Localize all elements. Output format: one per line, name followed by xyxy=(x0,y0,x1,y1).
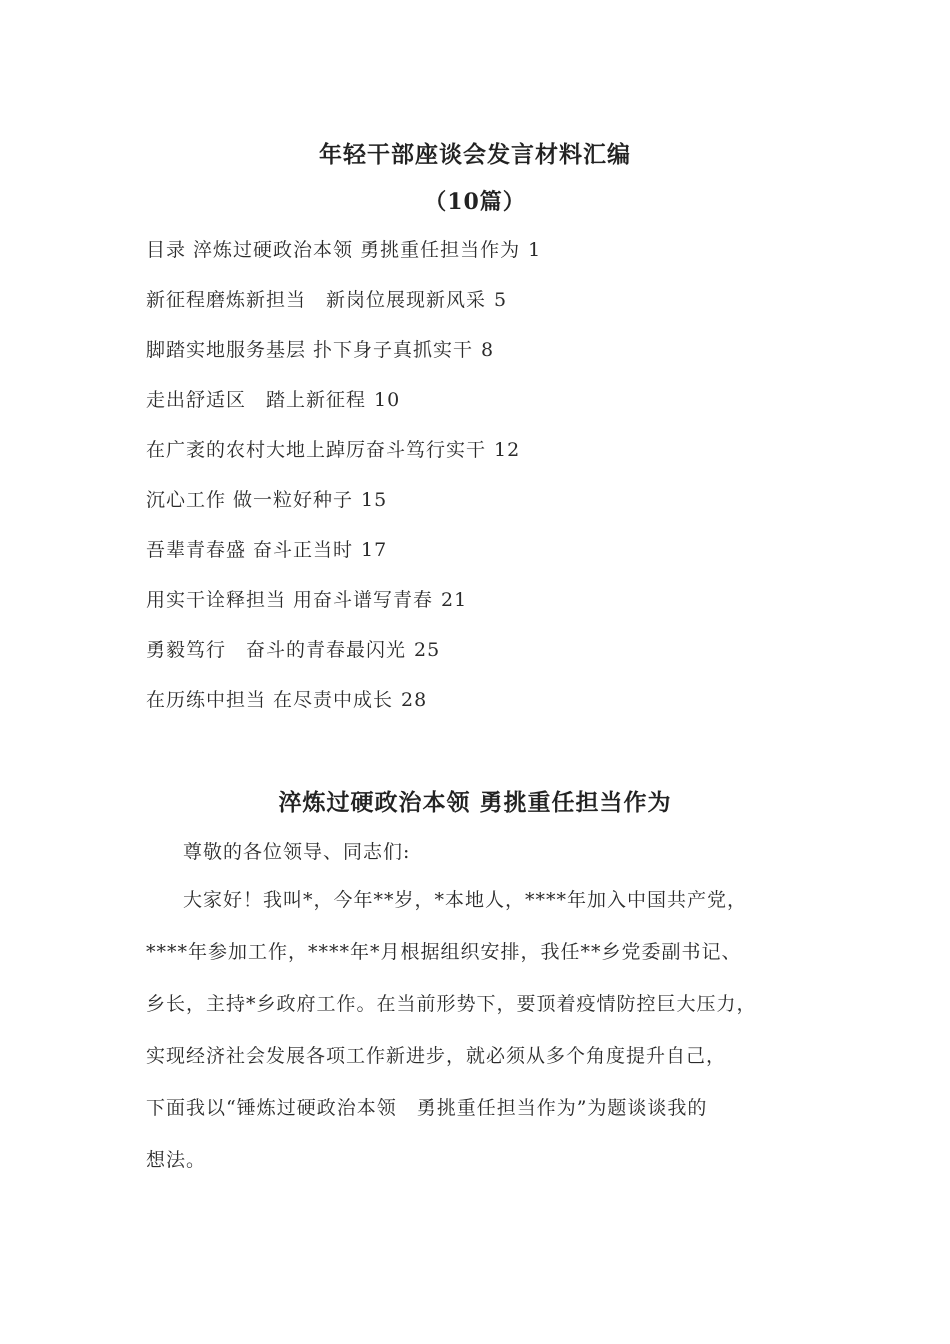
salutation: 尊敬的各位领导、同志们: xyxy=(183,841,411,863)
toc-item-page: 8 xyxy=(481,339,495,361)
toc-item-label: 目录 淬炼过硬政治本领 勇挑重任担当作为 xyxy=(146,239,521,261)
toc-item-page: 5 xyxy=(494,289,508,311)
paragraph-line: 实现经济社会发展各项工作新进步，就必须从多个角度提升自己， xyxy=(146,1045,727,1067)
section-title: 淬炼过硬政治本领 勇挑重任担当作为 xyxy=(278,789,672,816)
toc-item-page: 17 xyxy=(361,539,388,561)
table-of-contents xyxy=(146,235,541,735)
toc-item-label: 脚踏实地服务基层 扑下身子真抓实干 xyxy=(146,339,474,361)
document-subtitle: （10篇） xyxy=(424,189,526,215)
toc-item[interactable] xyxy=(146,535,541,585)
toc-item-page: 25 xyxy=(414,639,441,661)
toc-item[interactable] xyxy=(146,685,541,735)
intro-paragraph xyxy=(146,885,826,1197)
toc-item[interactable] xyxy=(146,635,541,685)
toc-item-page: 1 xyxy=(528,239,542,261)
toc-item[interactable] xyxy=(146,485,541,535)
toc-item[interactable] xyxy=(146,235,541,285)
paragraph-line: 乡长，主持*乡政府工作。在当前形势下，要顶着疫情防控巨大压力， xyxy=(146,993,757,1015)
toc-item[interactable] xyxy=(146,285,541,335)
toc-item[interactable] xyxy=(146,435,541,485)
toc-item-label: 走出舒适区 踏上新征程 xyxy=(146,389,367,411)
toc-item-page: 12 xyxy=(494,439,521,461)
toc-item-page: 21 xyxy=(441,589,468,611)
toc-item[interactable] xyxy=(146,335,541,385)
paragraph-line: 想法。 xyxy=(146,1149,207,1171)
document-title: 年轻干部座谈会发言材料汇编 xyxy=(319,141,631,168)
paragraph-line: 大家好！我叫*，今年**岁，*本地人，****年加入中国共产党， xyxy=(183,889,748,911)
toc-item-label: 吾辈青春盛 奋斗正当时 xyxy=(146,539,354,561)
toc-item-label: 新征程磨炼新担当 新岗位展现新风采 xyxy=(146,289,487,311)
toc-item-page: 28 xyxy=(401,689,428,711)
toc-item-page: 10 xyxy=(374,389,401,411)
toc-item-label: 在历练中担当 在尽责中成长 xyxy=(146,689,394,711)
toc-item[interactable] xyxy=(146,385,541,435)
toc-item[interactable] xyxy=(146,585,541,635)
toc-item-label: 在广袤的农村大地上踔厉奋斗笃行实干 xyxy=(146,439,487,461)
toc-item-label: 沉心工作 做一粒好种子 xyxy=(146,489,354,511)
toc-item-label: 勇毅笃行 奋斗的青春最闪光 xyxy=(146,639,407,661)
paragraph-line: ****年参加工作，****年*月根据组织安排，我任**乡党委副书记、 xyxy=(146,941,742,963)
toc-item-label: 用实干诠释担当 用奋斗谱写青春 xyxy=(146,589,434,611)
paragraph-line: 下面我以“锤炼过硬政治本领 勇挑重任担当作为”为题谈谈我的 xyxy=(146,1097,708,1119)
toc-item-page: 15 xyxy=(361,489,388,511)
